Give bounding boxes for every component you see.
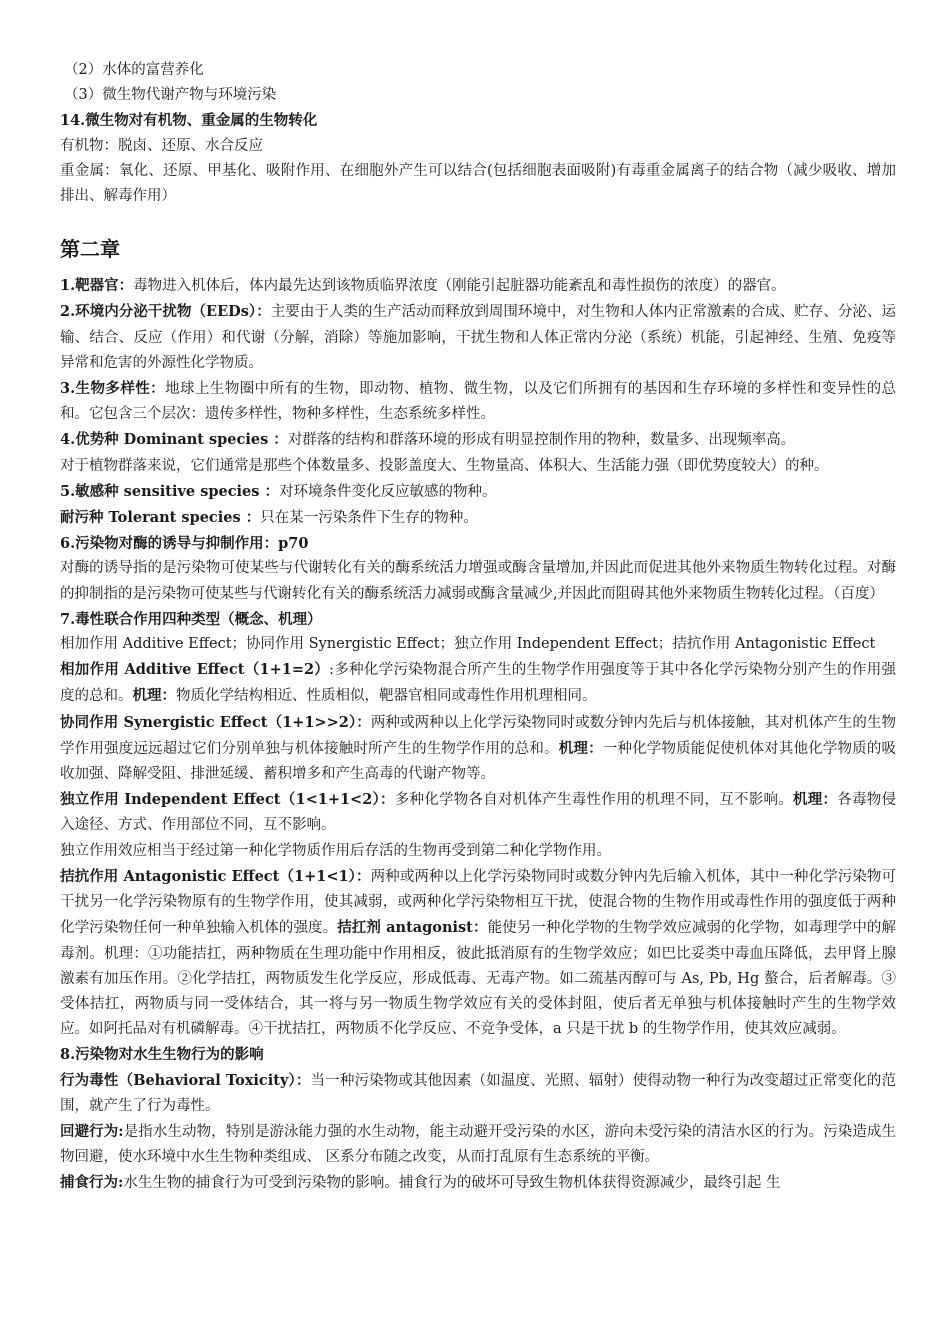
paragraph [60,479,896,505]
term: 行为毒性（Behavioral Toxicity）： [60,1071,311,1089]
term: 独立作用 Independent Effect（1<1+1<2）： [60,791,395,809]
paragraph [60,427,896,453]
mechanism-label: 拮扛剂 antagonist： [337,919,488,937]
paragraph [60,657,896,709]
paragraph [60,864,896,1042]
paragraph [60,376,896,427]
section-heading: 8.污染物对水生生物行为的影响 [60,1046,264,1064]
paragraph [60,299,896,376]
mechanism-label: 机理： [132,687,176,705]
definition: 水生生物的捕食行为可受到污染物的影响。捕食行为的破坏可导致生物机体获得资源减少，最终引起 生 [123,1175,781,1192]
section-heading: 7.毒性联合作用四种类型（概念、机理） [60,610,322,628]
term: 5.敏感种 sensitive species ： [60,482,279,500]
mechanism-label: 机理： [558,739,603,757]
mechanism-label: 机理： [793,791,838,809]
paragraph: 对酶的诱导指的是污染物可使某些与代谢转化有关的酶系统活力增强或酶含量增加,并因此而促进其他外来物质生物转化过程。对酶的抑制指的是污染物可使某些与代谢转化有关的酶系统活力减弱或酶含量减少,并因此而阻碍其他外来物质生物转化过程。（百度） [60,560,896,602]
definition: 对环境条件变化反应敏感的物种。 [279,483,497,500]
term: 拮抗作用 Antagonistic Effect（1+1<1）： [60,867,371,885]
mechanism-text: 能使另一种化学物的生物学效应减弱的化学物，如毒理学中的解毒剂。机理：①功能拮扛，两种物质在生理功能中作用相反，彼此抵消原有的生物学效应；如巴比妥类中毒血压降低，去甲肾上腺激素有加压作用。②化学拮扛，两物质发生化学反应，形成低毒、无毒产物。如二巯基丙醇可与 As, Pb, Hg 螯合，后者解毒。③受体拮扛，两物质与同一受体结合，其一将与另一物质生物学效应有关的受体封阻，使后者无单独与机体接触时产生的生物学效应。如阿托品对有机磷解毒。④干扰拮扛，两物质不化学反应、不竞争受体，a 只是干扰 b 的生物学作用，使其效应减弱。 [60,920,896,1038]
term: 捕食行为: [60,1174,124,1192]
term: 3.生物多样性： [60,380,166,398]
paragraph [60,787,896,838]
paragraph [60,710,896,788]
text-line: 有机物：脱卤、还原、水合反应 [60,137,263,154]
definition: 多种化学物各自对机体产生毒性作用的机理不同，互不影响。 [394,792,794,809]
paragraph [60,1068,896,1119]
definition: 毒物进入机体后，体内最先达到该物质临界浓度（刚能引起脏器功能紊乱和毒性损伤的浓度）的器官。 [133,278,786,295]
paragraph: 独立作用效应相当于经过第一种化学物质作用后存活的生物再受到第二种化学物作用。 [60,842,611,859]
paragraph [60,1119,896,1170]
document-page [60,58,896,1197]
definition: 地球上生物圈中所有的生物，即动物、植物、微生物，以及它们所拥有的基因和生存环境的多样性和变异性的总和。它包含三个层次：遗传多样性，物种多样性，生态系统多样性。 [60,381,897,423]
definition: :多种化学污染物混合所产生的生物学作用强度等于其中各化学污染物分别产生的作用强度的总和。 [60,662,896,705]
term: 2.环境内分泌干扰物（EEDs）： [60,303,271,321]
definition: 对群落的结构和群落环境的形成有明显控制作用的物种，数量多、出现频率高。 [287,432,796,449]
definition: 当一种污染物或其他因素（如温度、光照、辐射）使得动物一种行为改变超过正常变化的范围，就产生了行为毒性。 [60,1072,897,1114]
definition: 只在某一污染条件下生存的物种。 [260,510,478,527]
paragraph [60,1170,896,1196]
term: 相加作用 Additive Effect（1+1=2） [60,661,330,679]
term: 4.优势种 Dominant species ： [60,431,288,449]
paragraph: 相加作用 Additive Effect；协同作用 Synergistic Effect；独立作用 Independent Effect；拮抗作用 Antagonistic Effect [60,636,876,653]
definition: 是指水生动物，特别是游泳能力强的水生动物，能主动避开受污染的水区，游向未受污染的清洁水区的行为。污染造成生物回避，使水环境中水生生物种类组成、 区系分布随之改变，从而打乱原有生态系统的平衡。 [60,1123,897,1166]
mechanism-text: 各毒物侵入途径、方式、作用部位不同，互不影响。 [60,792,897,834]
text-line: （2）水体的富营养化 [64,62,204,78]
section-heading: 6.污染物对酶的诱导与抑制作用：p70 [60,535,309,553]
term: 1.靶器官： [60,277,134,295]
definition: 两种或两种以上化学污染物同时或数分钟内先后输入机体，其中一种化学污染物可干扰另一化学污染物原有的生物学作用，使其减弱，或两种化学污染物相互干扰，使混合物的生物作用或毒性作用的强度低于两种化学污染物任何一种单独输入机体的强度。 [60,868,896,937]
mechanism-text: 物质化学结构相近、性质相似，靶器官相同或毒性作用机理相同。 [176,688,597,705]
term: 回避行为: [60,1122,124,1140]
term: 协同作用 Synergistic Effect（1+1>>2）： [60,713,371,731]
term: 耐污种 Tolerant species ： [60,509,261,527]
definition: 主要由于人类的生产活动而释放到周围环境中，对生物和人体内正常激素的合成、贮存、分泌、运输、结合、反应（作用）和代谢（分解，消除）等施加影响，干扰生物和人体正常内分泌（系统）机能，引起神经、生殖、免疫等异常和危害的外源性化学物质。 [60,304,896,371]
paragraph [60,273,896,299]
paragraph: 重金属：氧化、还原、甲基化、吸附作用、在细胞外产生可以结合(包括细胞表面吸附)有毒重金属离子的结合物（减少吸收、增加排出、解毒作用） [60,162,896,205]
chapter-title: 第二章 [60,237,120,262]
paragraph [60,505,896,531]
paragraph: 对于植物群落来说，它们通常是那些个体数量多、投影盖度大、生物量高、体积大、生活能力强（即优势度较大）的种。 [60,457,829,474]
text-line: （3）微生物代谢产物与环境污染 [64,87,277,104]
section-heading: 14.微生物对有机物、重金属的生物转化 [60,112,318,130]
definition: 两种或两种以上化学污染物同时或数分钟内先后与机体接触，其对机体产生的生物学作用强度远远超过它们分别单独与机体接触时所产生的生物学作用的总和。 [60,714,897,757]
mechanism-text: 一种化学物质能促使机体对其他化学物质的吸收加强、降解受阻、排泄延缓、蓄积增多和产生高毒的代谢产物等。 [60,740,897,783]
